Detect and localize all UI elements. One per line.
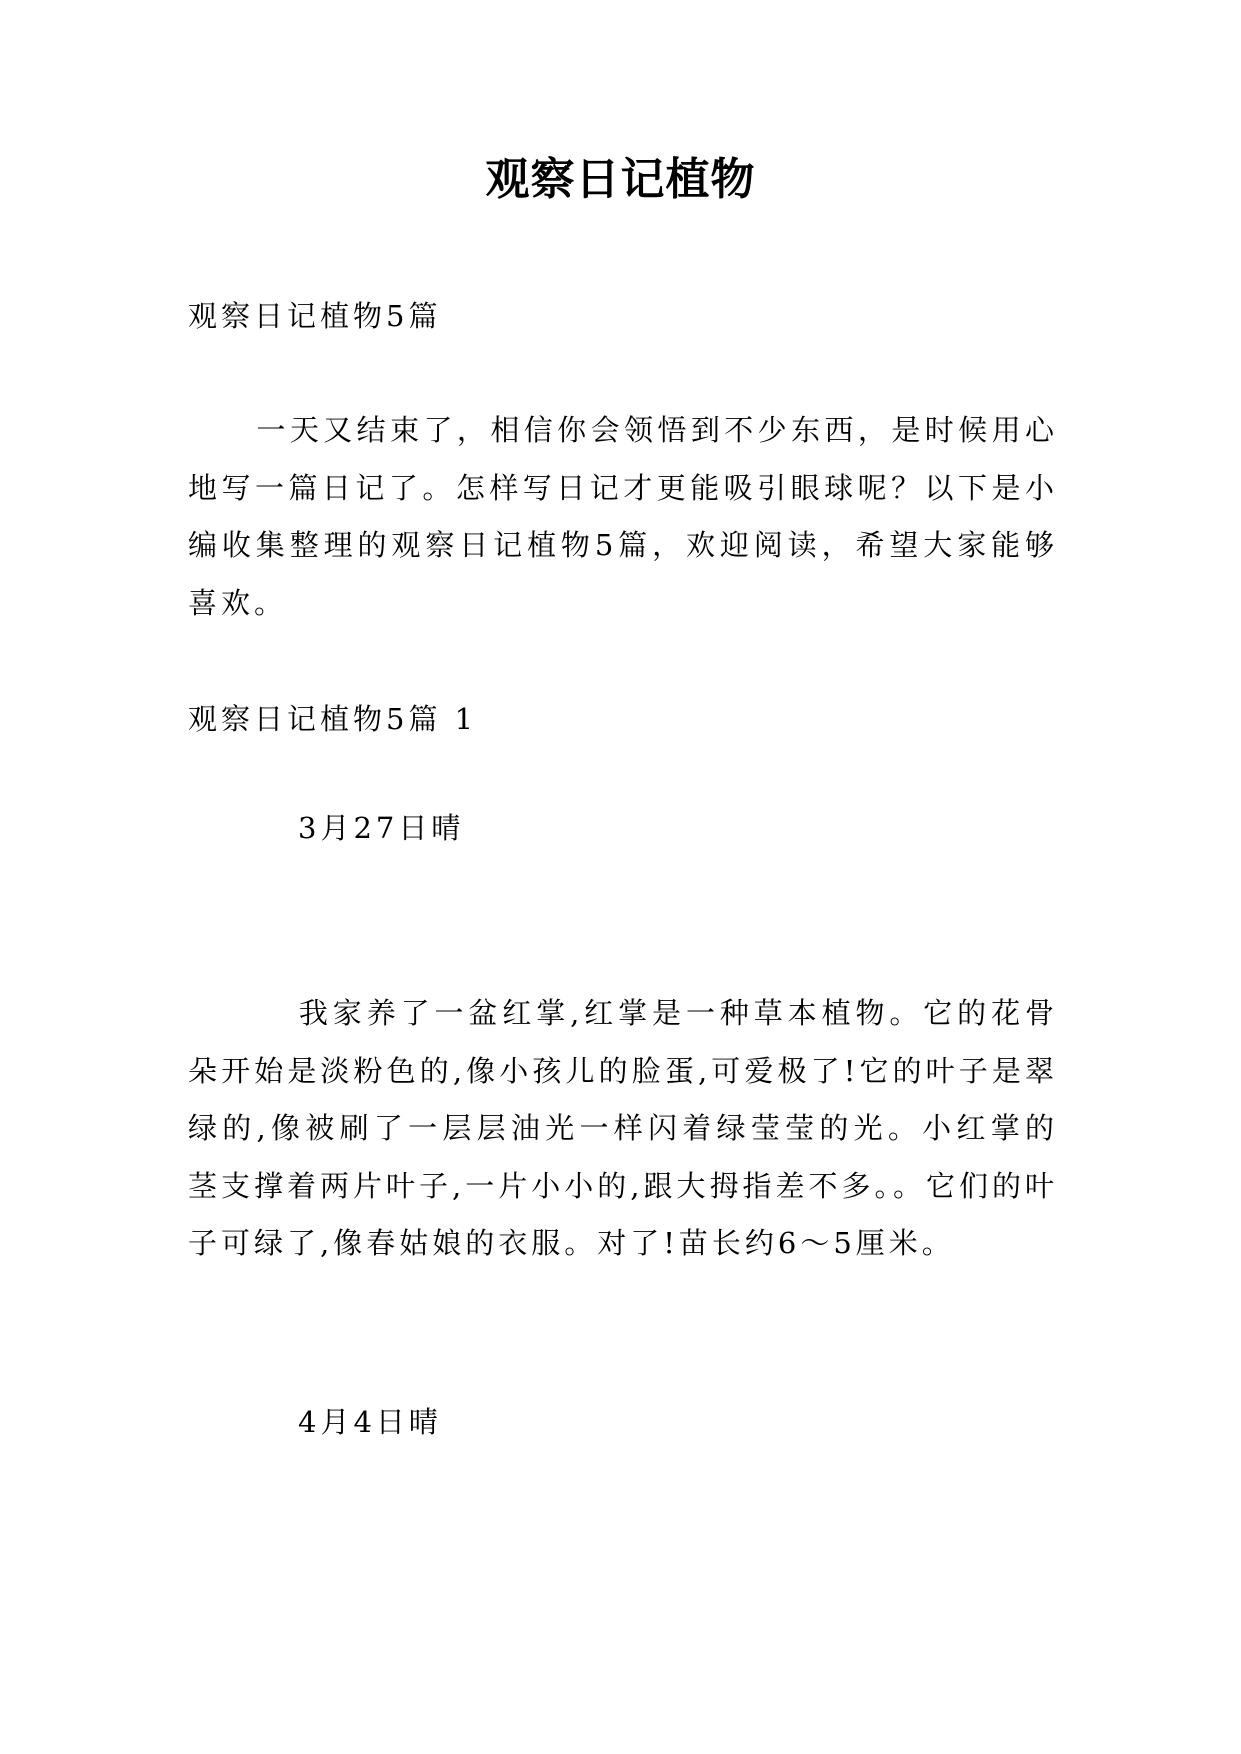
document-title: 观察日记植物: [485, 154, 756, 205]
intro-paragraph: [188, 402, 1058, 632]
entry-date-1: 3月27日晴: [298, 811, 465, 845]
document-subtitle: 观察日记植物5篇: [188, 299, 442, 333]
section-heading: 观察日记植物5篇 1: [188, 702, 478, 736]
entry-text-1: 我家养了一盆红掌,红掌是一种草本植物。它的花骨朵开始是淡粉色的,像小孩儿的脸蛋,可爱极了!它的叶子是翠绿的,像被刷了一层层油光一样闪着绿莹莹的光。小红掌的茎支撑着两片叶子,一片小小的,跟大拇指差不多。。它们的叶子可绿了,像春姑娘的衣服。对了!苗长约6～5厘米。: [188, 996, 1058, 1260]
intro-text: 一天又结束了，相信你会领悟到不少东西，是时候用心地写一篇日记了。怎样写日记才更能吸引眼球呢？以下是小编收集整理的观察日记植物5篇，欢迎阅读，希望大家能够喜欢。: [188, 413, 1058, 620]
entry-date-2: 4月4日晴: [298, 1405, 442, 1439]
entry-paragraph-1: [188, 985, 1058, 1273]
